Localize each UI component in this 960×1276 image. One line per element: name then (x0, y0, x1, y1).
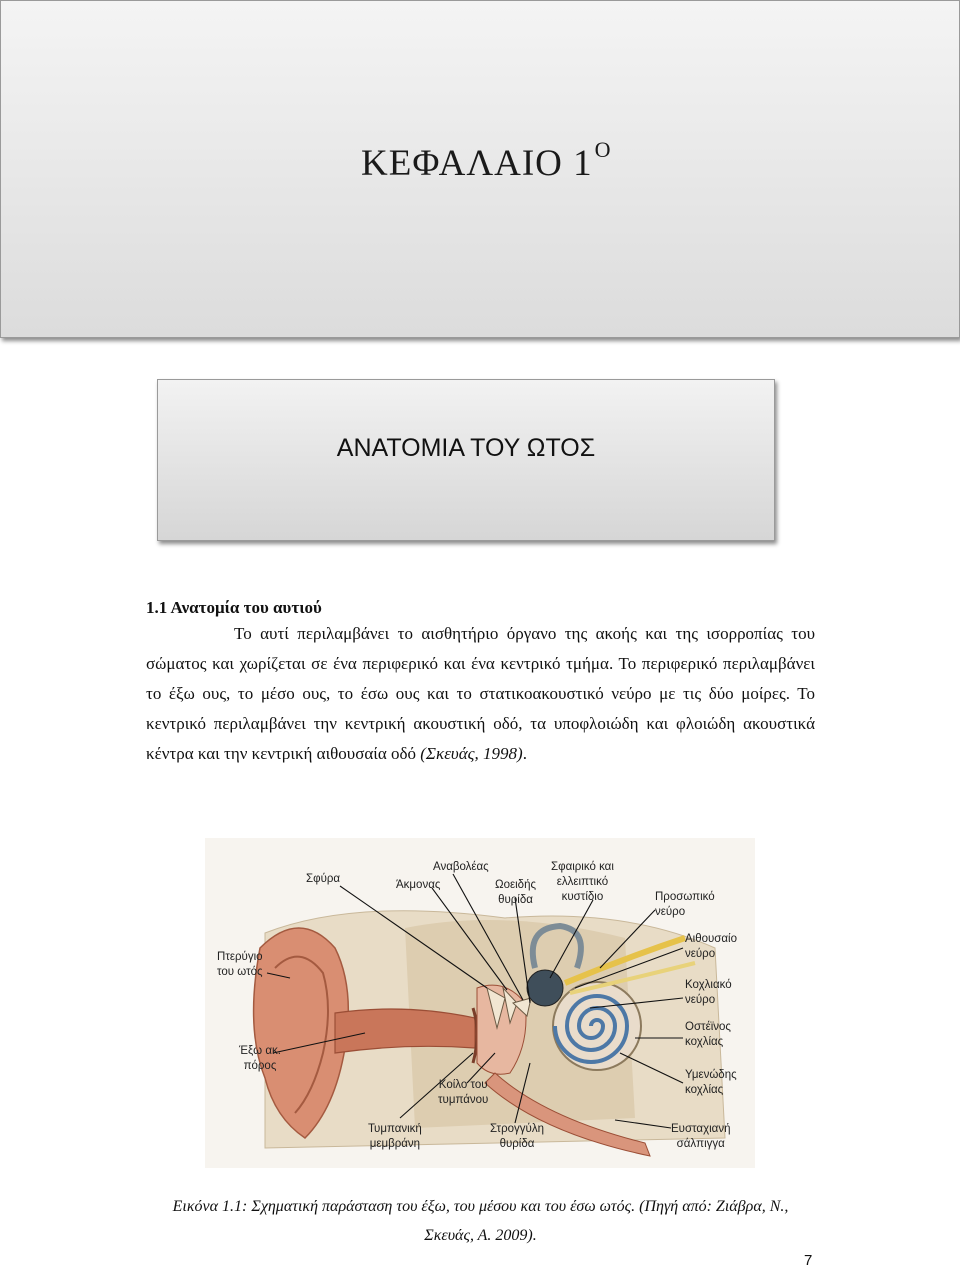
chapter-number-superscript: Ο (594, 137, 612, 162)
chapter-title (361, 137, 612, 185)
label-prosopiko: Προσωπικό νεύρο (655, 891, 715, 918)
paragraph-text: Το αυτί περιλαμβάνει το αισθητήριο όργανο της ακοής και της ισορροπίας του σώματος και χωρίζεται σε ένα περιφερικό και ένα κεντρικό τμήμα. Το περιφερικό περιλαμβάνει το έξω ους, το μέσο ους, το έσω ους και το στατικοακουστικό νεύρο με τις δύο μοίρες. Το κεντρικό περιλαμβάνει την κεντρική ακουστική οδό, τα υποφλοιώδη και φλοιώδη ακουστικά κέντρα και την κεντρική αιθουσαία οδό (146, 624, 815, 763)
citation: (Σκευάς, 1998) (420, 744, 523, 763)
ear-anatomy-figure (205, 838, 755, 1168)
chapter-title-text: ΚΕΦΑΛΑΙΟ 1 (361, 143, 593, 184)
label-aithousaio: Αιθουσαίο νεύρο (685, 933, 738, 960)
label-sfairiko: Σφαιρικό και ελλειπτικό κυστίδιο (551, 861, 614, 903)
page-number: 7 (804, 1252, 813, 1269)
label-exo-poros: Έξω ακ. πόρος (239, 1045, 281, 1072)
ear-cross-section-illustration (205, 838, 755, 1168)
figure-caption: Εικόνα 1.1: Σχηματική παράσταση του έξω, του μέσου και του έσω ωτός. (Πηγή από: Ζιάβρα, Ν., Σκευάς, Α. 2009). (172, 1198, 789, 1244)
body-text (146, 597, 815, 769)
label-sfyra: Σφύρα (306, 873, 341, 885)
label-osteinos: Οστέϊνος κοχλίας (685, 1021, 731, 1048)
section-title-box (157, 379, 775, 541)
label-efstachiani: Ευσταχιανή σάλπιγγα (671, 1123, 731, 1150)
label-anavoleas: Αναβολέας (433, 861, 489, 873)
subsection-heading: 1.1 Ανατομία του αυτιού (146, 598, 322, 617)
chapter-title-box (0, 0, 960, 338)
label-koilo: Κοίλο του τυμπάνου (438, 1079, 489, 1106)
label-pterygio: Πτερύγιο του ωτός (217, 951, 263, 978)
label-strongyli: Στρογγύλη θυρίδα (490, 1123, 544, 1150)
label-tympaniki: Τυμπανική μεμβράνη (368, 1123, 422, 1150)
label-ooeidis: Ωοειδής θυρίδα (495, 879, 537, 906)
paragraph-end: . (522, 744, 527, 763)
paragraph (146, 619, 815, 769)
label-akmonas: Άκμονας (396, 879, 441, 891)
label-ymenodis: Υμενώδης κοχλίας (685, 1069, 737, 1096)
label-kochliako: Κοχλιακό νεύρο (685, 979, 732, 1006)
section-title: ΑΝΑΤΟΜΙΑ ΤΟΥ ΩΤΟΣ (336, 434, 596, 462)
